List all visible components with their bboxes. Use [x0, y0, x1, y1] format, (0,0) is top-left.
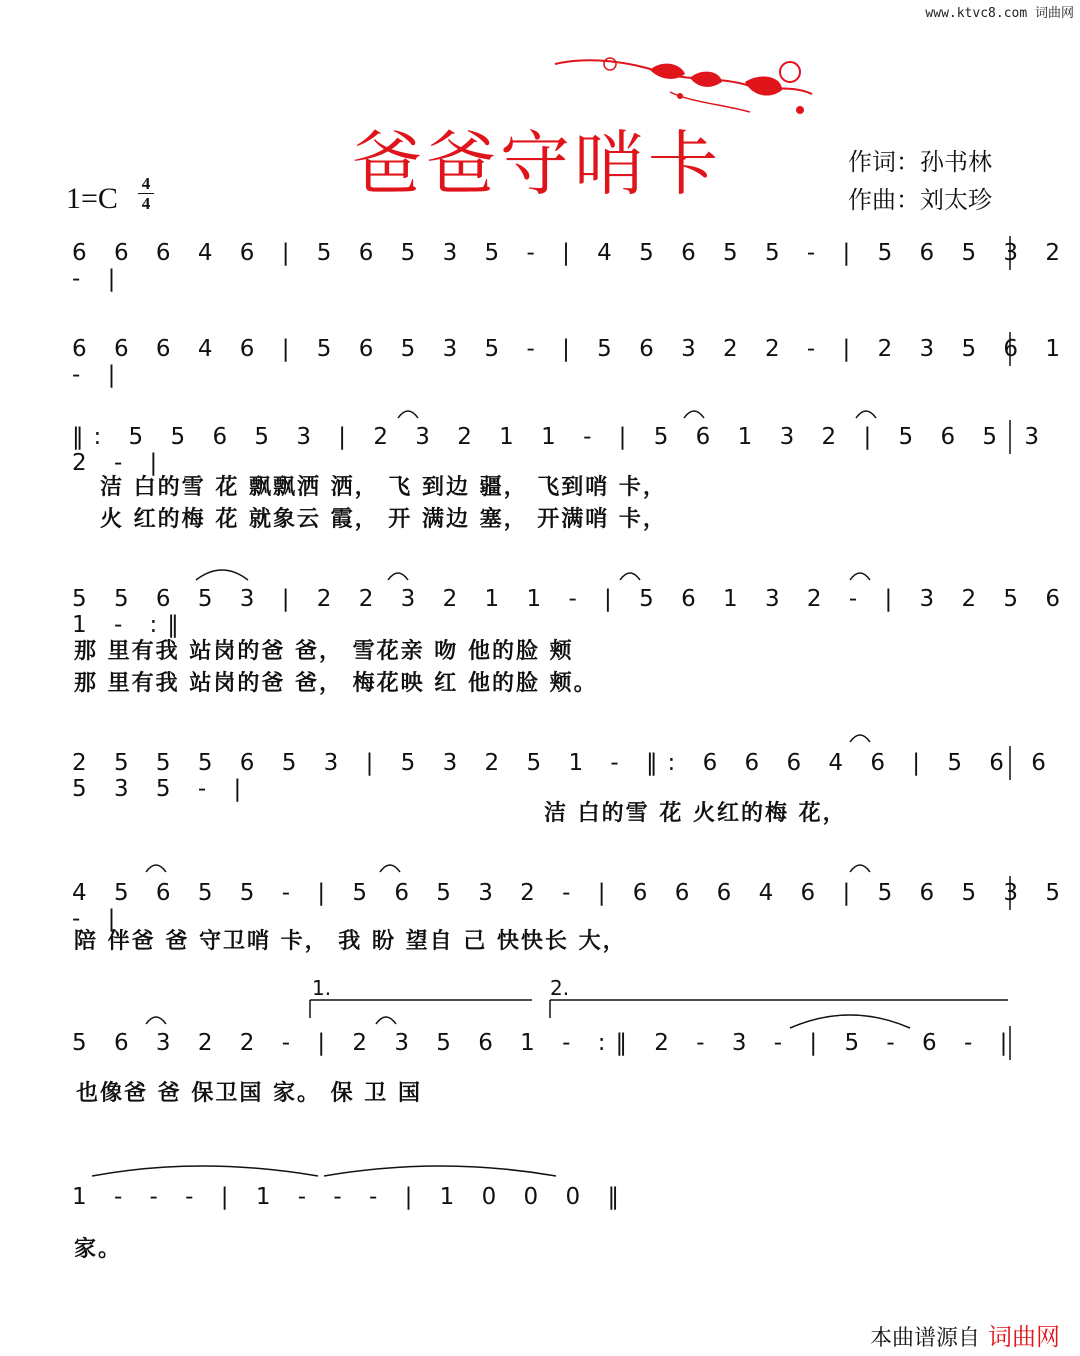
notation-text: 5 5 6 5 3 | 2 2 3 2 1 1 - | 5 6 1 3 2 - | 3 2 5 6 1 - :‖ [72, 586, 1070, 638]
notation-row-3 [72, 424, 1080, 476]
lyric-row-3-verse-2: 火 红的梅 花 就象云 霞， 开 满边 塞， 开满哨 卡， [100, 507, 667, 532]
lyric-row-4-verse-1: 那 里有我 站岗的爸 爸， 雪花亲 吻 他的脸 颊 [74, 639, 574, 664]
notation-text: 4 5 6 5 5 - | 5 6 5 3 2 - | 6 6 6 4 6 | 5 6 5 3 5 - | [72, 880, 1070, 932]
notation-text: 6 6 6 4 6 | 5 6 5 3 5 - | 5 6 3 2 2 - | 2 3 5 6 1 - | [72, 336, 1070, 388]
notation-row-5 [72, 750, 1080, 802]
lyricist-credit: 作词：孙书林 [848, 148, 992, 176]
lyric-row-3-verse-1: 洁 白的雪 花 飘飘洒 洒， 飞 到边 疆， 飞到哨 卡， [100, 475, 667, 500]
time-signature-bottom: 4 [141, 194, 151, 213]
song-title: 爸爸守哨卡 [352, 123, 722, 205]
notation-text: 6 6 6 4 6 | 5 6 5 3 5 - | 4 5 6 5 5 - | 5 6 5 3 2 - | [72, 240, 1070, 292]
notation-text: 2 5 5 5 6 5 3 | 5 3 2 5 1 - ‖: 6 6 6 4 6 | 5 6 6 5 3 5 - | [72, 750, 1056, 802]
notation-row-1 [72, 240, 1080, 292]
site-watermark: www.ktvc8.com 词曲网 [925, 6, 1074, 21]
lyric-row-5: 洁 白的雪 花 火红的梅 花， [544, 801, 847, 826]
footer-source [870, 1317, 1060, 1352]
lyric-row-7: 也像爸 爸 保卫国 家。 保 卫 国 [76, 1081, 422, 1106]
time-signature [136, 174, 156, 213]
notation-row-2 [72, 336, 1080, 388]
volta-first-label: 1. [312, 976, 332, 1000]
footer-source-text: 本曲谱源自 [869, 1326, 980, 1351]
notation-text: ‖: 5 5 6 5 3 | 2 3 2 1 1 - | 5 6 1 3 2 | 5 6 5 3 2 - | [72, 424, 1049, 476]
notation-row-4 [72, 586, 1080, 638]
notation-row-7 [72, 1030, 1017, 1056]
lyric-row-6: 陪 伴爸 爸 守卫哨 卡， 我 盼 望自 己 快快长 大， [74, 929, 627, 954]
lyric-row-8: 家。 [74, 1237, 123, 1262]
volta-second-label: 2. [550, 976, 570, 1000]
notation-text: 5 6 3 2 2 - | 2 3 5 6 1 - :‖ 2 - 3 - | 5 - 6 - | [72, 1030, 1018, 1056]
key-signature: 1=C [66, 182, 118, 215]
footer-brand-link[interactable]: 词曲网 [988, 1323, 1060, 1351]
notation-row-8 [72, 1184, 629, 1210]
composer-credit: 作曲：刘太珍 [848, 186, 992, 214]
lyric-row-4-verse-2: 那 里有我 站岗的爸 爸， 梅花映 红 他的脸 颊。 [74, 671, 598, 696]
time-signature-top: 4 [141, 174, 151, 193]
notation-text: 1 - - - | 1 - - - | 1 0 0 0 ‖ [72, 1184, 629, 1210]
